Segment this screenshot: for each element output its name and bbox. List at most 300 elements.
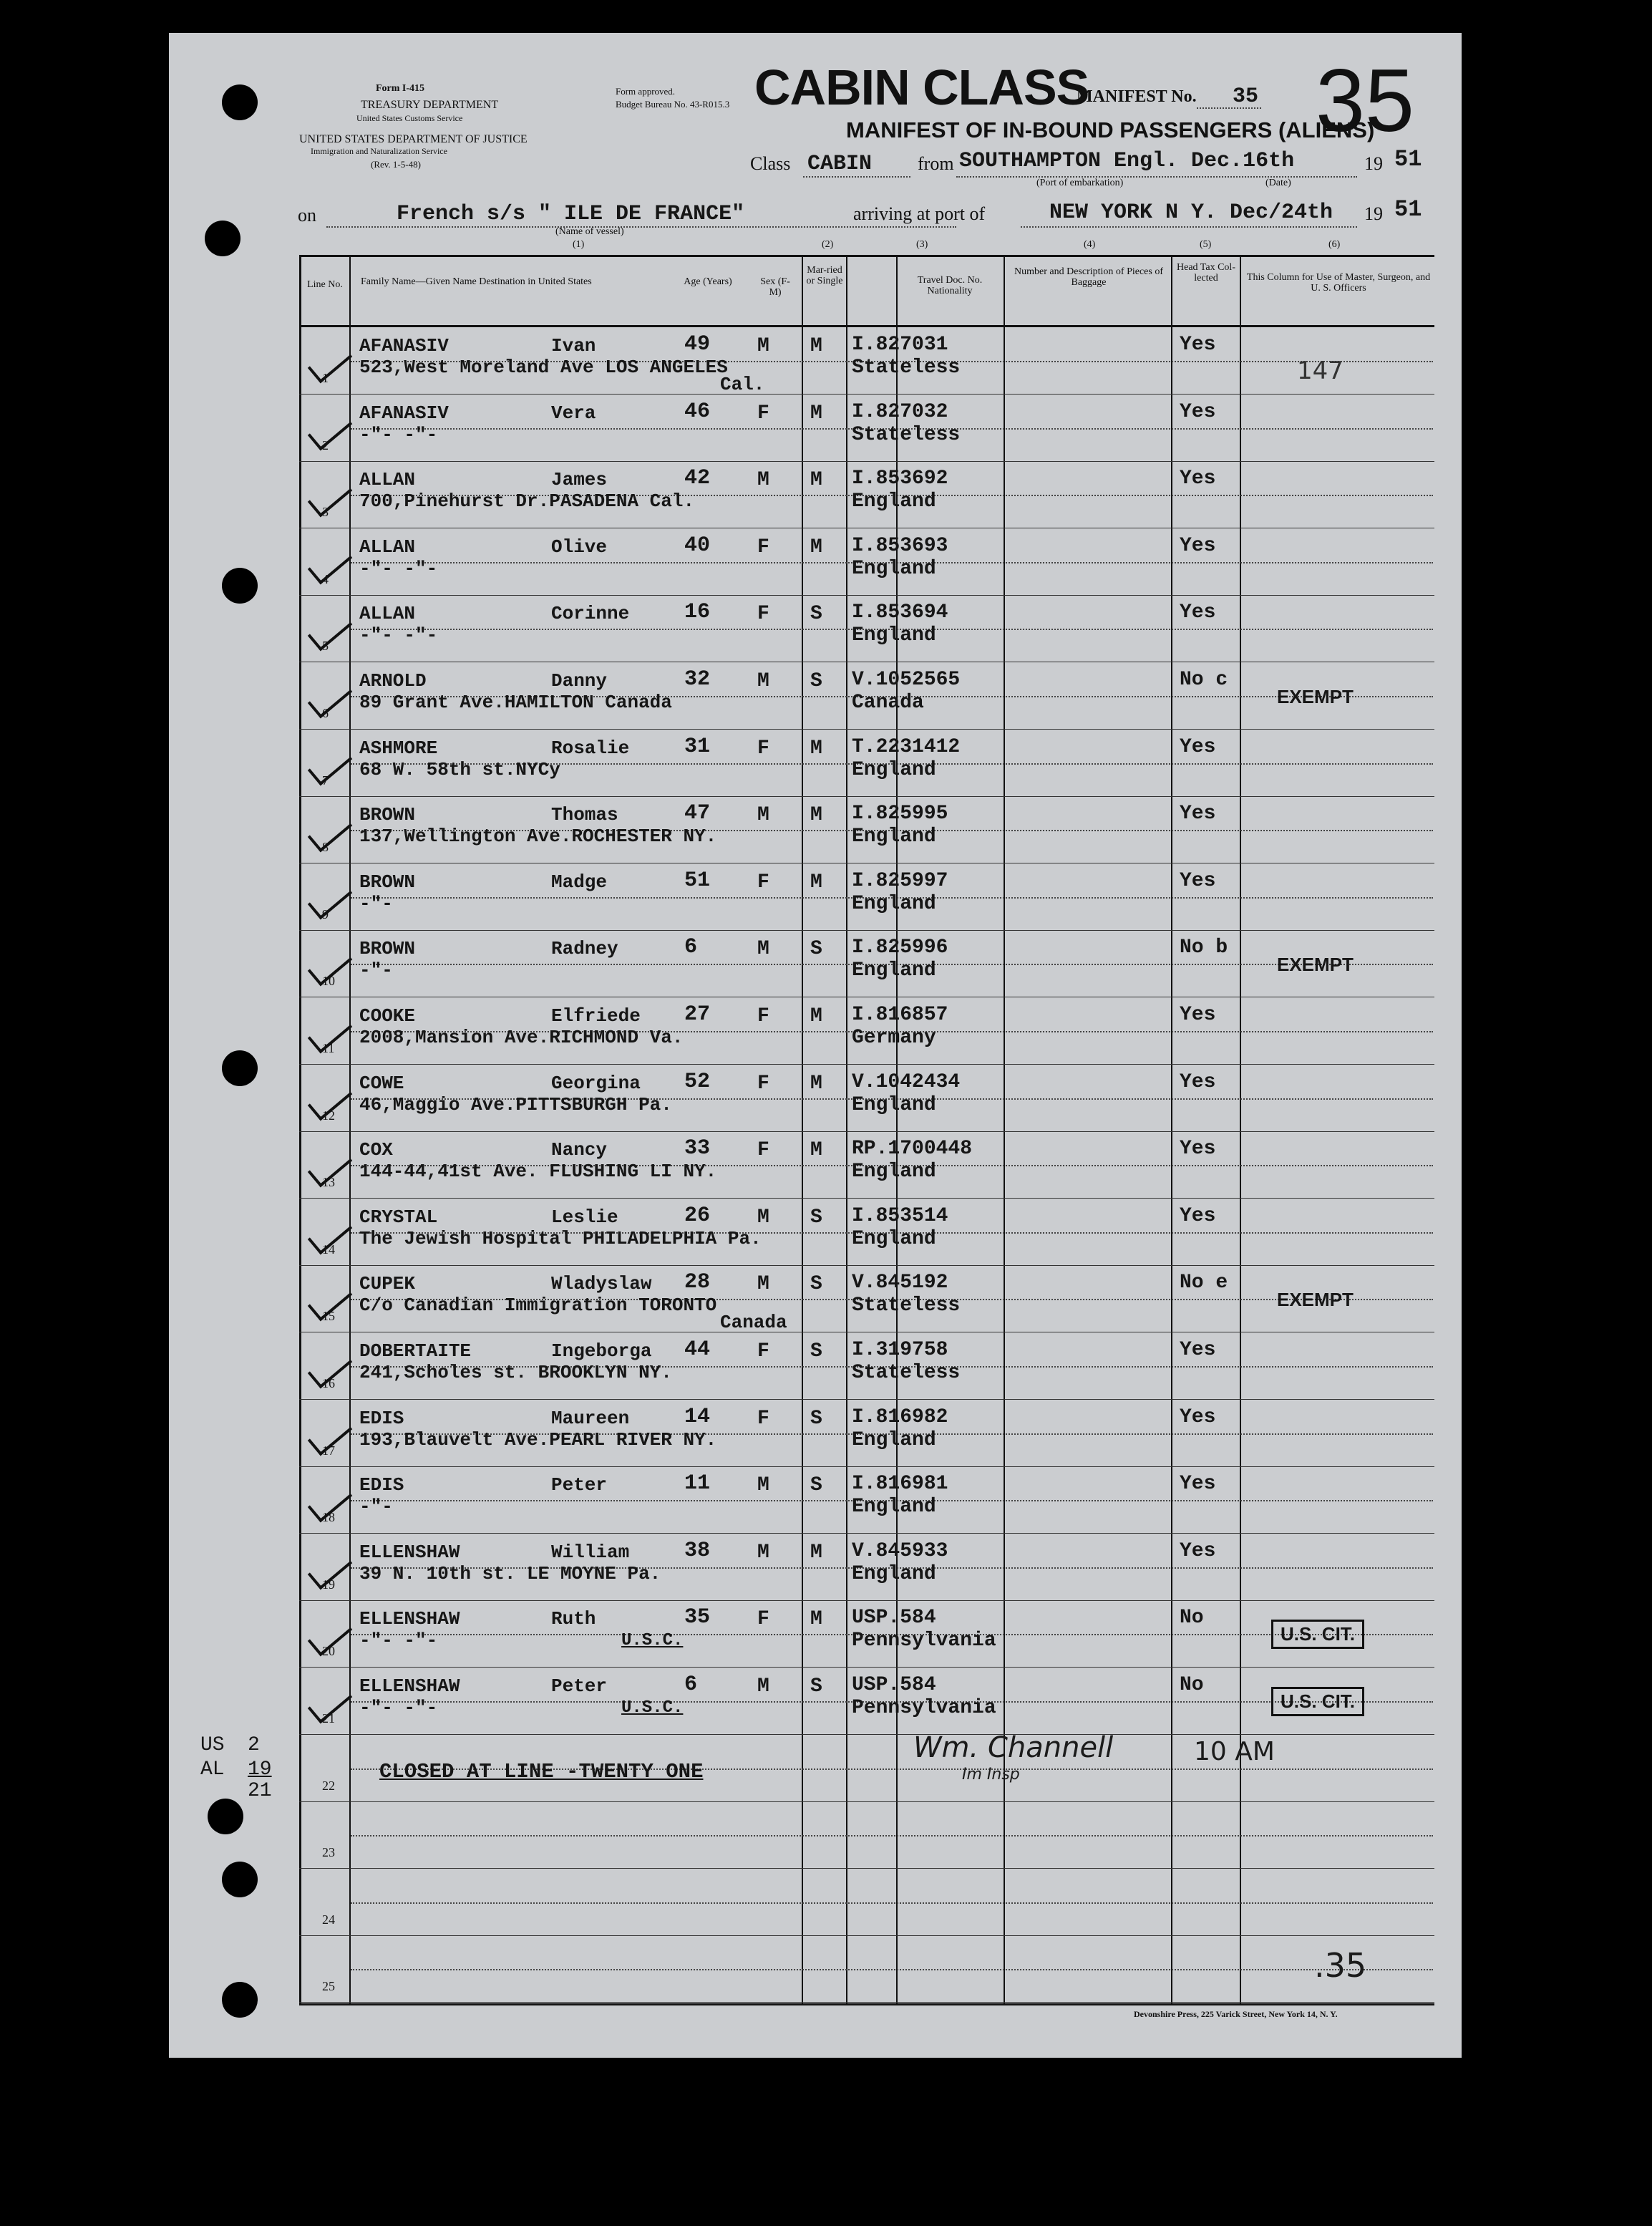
header-age: Age (Years) [684,276,732,287]
head-tax: No c [1180,669,1228,691]
age: 52 [684,1070,711,1094]
given-name: William [551,1542,630,1563]
header-sex: Sex (F-M) [760,276,790,298]
destination: 144-44,41st Ave. FLUSHING LI NY. [359,1161,717,1182]
marital-status: M [810,402,822,425]
header-travel-doc: Travel Doc. No. Nationality [917,275,983,296]
head-tax: Yes [1180,1138,1216,1160]
row-separator [299,1801,1434,1802]
line-number: 24 [322,1912,335,1927]
line-number: 4 [322,572,329,586]
line-number: 3 [322,505,329,519]
travel-doc-number: I.853692 [852,468,948,490]
closed-note: CLOSED AT LINE -TWENTY ONE [379,1760,704,1784]
nationality: Stateless [852,357,961,379]
head-tax: Yes [1180,1004,1216,1026]
nationality: England [852,1496,936,1518]
age: 11 [684,1471,711,1496]
destination-line2: Cal. [720,374,765,395]
family-name: BROWN [359,938,416,959]
given-name: Leslie [551,1206,618,1228]
revision: (Rev. 1-5-48) [371,159,421,170]
destination: -"- -"- [359,424,438,445]
exempt-stamp: EXEMPT [1277,1289,1354,1310]
head-tax: Yes [1180,1473,1216,1495]
travel-doc-number: I.827031 [852,334,948,356]
row-midline [351,1835,1433,1837]
head-tax: No [1180,1607,1204,1629]
sex: F [757,737,769,760]
binder-hole [222,1862,258,1897]
form-number: Form I-415 [376,83,425,94]
sex: F [757,1139,769,1161]
manifest-title: MANIFEST OF IN-BOUND PASSENGERS (ALIENS) [846,117,1375,142]
binder-hole [222,1982,258,2018]
sex: F [757,402,769,425]
given-name: Ingeborga [551,1340,652,1362]
sex: F [757,871,769,894]
given-name: Ruth [551,1608,596,1630]
us-citizen-stamp: U.S. CIT. [1271,1687,1364,1716]
destination: C/o Canadian Immigration TORONTO [359,1295,717,1316]
row-separator [299,930,1434,931]
travel-doc-number: I.853693 [852,535,948,557]
justice-dept: UNITED STATES DEPARTMENT OF JUSTICE [299,133,528,145]
check-mark [308,744,352,786]
row-separator [299,1466,1434,1467]
destination: 46,Maggio Ave.PITTSBURGH Pa. [359,1094,672,1116]
arrival-line [1021,226,1357,228]
embark-line [956,176,1357,178]
col-number: (5) [1200,239,1212,250]
marital-status: M [810,536,822,558]
class-label: Class [750,153,791,174]
age: 32 [684,667,711,692]
family-name: BROWN [359,804,416,826]
age: 35 [684,1605,711,1630]
row-separator [299,729,1434,730]
embark-port: SOUTHAMPTON Engl. Dec.16th [959,149,1295,173]
marital-status: S [810,1273,822,1295]
us-citizen-stamp: U.S. CIT. [1271,1620,1364,1649]
destination: The Jewish Hospital PHILADELPHIA Pa. [359,1228,762,1249]
family-name: BROWN [359,871,416,893]
marital-status: M [810,1542,822,1564]
family-name: ALLAN [359,469,416,490]
given-name: Danny [551,670,608,692]
nationality: Germany [852,1027,936,1049]
budget-bureau: Budget Bureau No. 43-R015.3 [616,99,730,110]
line-number: 15 [322,1309,335,1323]
sex: M [757,1206,769,1229]
line-number: 8 [322,840,329,854]
row-separator [299,1600,1434,1601]
family-name: AFANASIV [359,402,449,424]
travel-doc-number: I.825997 [852,870,948,892]
head-tax: Yes [1180,870,1216,892]
sex: F [757,1608,769,1630]
line-number: 20 [322,1644,335,1658]
date-caption: (Date) [1265,178,1291,188]
marital-status: M [810,1608,822,1630]
given-name: Maureen [551,1408,630,1429]
age: 49 [684,332,711,357]
destination: -"- -"- [359,1630,438,1651]
marital-status: M [810,469,822,491]
travel-doc-number: I.853694 [852,601,948,624]
binder-hole [222,84,258,120]
year-value: 51 [1394,146,1422,173]
head-tax: Yes [1180,1540,1216,1562]
head-tax: No [1180,1674,1204,1696]
line-number: 18 [322,1510,335,1524]
given-name: Madge [551,871,608,893]
destination: 241,Scholes st. BROOKLYN NY. [359,1362,672,1383]
sex: F [757,1005,769,1027]
form-approved: Form approved. [616,86,676,97]
destination: -"- [359,893,393,914]
marital-status: M [810,1139,822,1161]
line-number: 12 [322,1108,335,1123]
given-name: Ivan [551,335,596,357]
marital-status: S [810,670,822,692]
inspector-signature: Wm. Channell [913,1731,1114,1764]
on-label: on [298,205,316,226]
check-mark [308,543,352,585]
marital-status: S [810,938,822,960]
row-separator [299,1533,1434,1534]
age: 26 [684,1204,711,1228]
destination: 523,West Moreland Ave LOS ANGELES [359,357,728,378]
head-tax: Yes [1180,401,1216,423]
age: 46 [684,400,711,424]
sex: M [757,1542,769,1564]
class-value: CABIN [807,152,873,176]
travel-doc-number: USP.584 [852,1607,936,1629]
travel-doc-number: I.825996 [852,937,948,959]
vessel-line [326,226,956,228]
head-tax: Yes [1180,1071,1216,1093]
given-name: Peter [551,1675,608,1697]
header-name: Family Name—Given Name Destination in United States [361,276,592,287]
row-separator [299,1734,1434,1735]
travel-doc-number: RP.1700448 [852,1138,973,1160]
destination-line2: Canada [720,1312,787,1333]
nationality: Canada [852,692,924,714]
binder-hole [222,568,258,604]
family-name: DOBERTAITE [359,1340,472,1362]
cabin-class-stamp: CABIN CLASS [754,59,1089,115]
nationality: England [852,826,936,848]
class-line [803,176,910,178]
line-number: 19 [322,1577,335,1592]
given-name: Wladyslaw [551,1273,652,1295]
destination: -"- [359,959,393,981]
check-mark [308,342,352,384]
family-name: ALLAN [359,603,416,624]
marital-status: S [810,1206,822,1229]
travel-doc-number: USP.584 [852,1674,936,1696]
marital-status: M [810,737,822,760]
line-number: 9 [322,907,329,921]
given-name: Elfriede [551,1005,641,1027]
sex: M [757,670,769,692]
row-separator [299,1667,1434,1668]
line-number: 7 [322,773,329,788]
family-name: COWE [359,1073,404,1094]
col-number: (1) [573,239,585,250]
age: 14 [684,1405,711,1429]
age: 38 [684,1539,711,1563]
nationality: England [852,1094,936,1116]
manifest-no-value: 35 [1233,84,1259,109]
nationality: England [852,558,936,580]
row-separator [299,1131,1434,1132]
nationality: Pennsylvania [852,1630,996,1652]
exempt-stamp: EXEMPT [1277,954,1354,975]
header-married: Mar-ried or Single [806,265,843,286]
embark-caption: (Port of embarkation) [1036,178,1124,188]
sex: F [757,1408,769,1430]
nationality: Stateless [852,1295,961,1317]
given-name: Corinne [551,603,630,624]
binder-hole [222,1050,258,1086]
manifest-no-label: MANIFEST No. [1077,87,1197,106]
destination: 68 W. 58th st.NYCy [359,759,560,780]
line-number: 13 [322,1175,335,1189]
family-name: ASHMORE [359,737,438,759]
family-name: COOKE [359,1005,416,1027]
destination: 700,Pinehurst Dr.PASADENA Cal. [359,490,695,512]
page-mark: .35 [1314,1946,1367,1985]
head-tax: Yes [1180,736,1216,758]
marital-status: S [810,1408,822,1430]
family-name: CRYSTAL [359,1206,438,1228]
destination: 137,Wellington Ave.ROCHESTER NY. [359,826,717,847]
head-tax: Yes [1180,334,1216,356]
check-mark [308,878,352,920]
exempt-stamp: EXEMPT [1277,686,1354,707]
travel-doc-number: I.816857 [852,1004,948,1026]
arrival-year-prefix: 19 [1364,203,1383,224]
annotation-147: 147 [1297,357,1344,385]
row-separator [299,595,1434,596]
age: 16 [684,600,711,624]
row-separator [299,1265,1434,1266]
row-separator [299,1868,1434,1869]
age: 31 [684,735,711,759]
tally-al-count: 19 [248,1758,272,1781]
travel-doc-number: V.845192 [852,1272,948,1294]
sex: M [757,804,769,826]
destination: -"- -"- [359,558,438,579]
row-separator [299,1399,1434,1400]
travel-doc-number: V.1052565 [852,669,961,691]
marital-status: M [810,804,822,826]
family-name: CUPEK [359,1273,416,1295]
line-number: 10 [322,974,335,988]
row-separator [299,1064,1434,1065]
line-number: 23 [322,1845,335,1859]
sex: M [757,1474,769,1496]
head-tax: Yes [1180,468,1216,490]
marital-status: M [810,871,822,894]
head-tax: Yes [1180,1205,1216,1227]
sex: M [757,335,769,357]
age: 42 [684,466,711,490]
travel-doc-number: V.1042434 [852,1071,961,1093]
col-number: (6) [1328,239,1341,250]
nationality: England [852,959,936,982]
manifest-big-number: 35 [1316,52,1414,150]
travel-doc-number: I.816981 [852,1473,948,1495]
binder-hole [208,1799,243,1834]
marital-status: S [810,1474,822,1496]
year-prefix: 19 [1364,153,1383,174]
head-tax: No e [1180,1272,1228,1294]
tally-us-count: 2 [248,1734,260,1756]
given-name: Radney [551,938,618,959]
head-tax: Yes [1180,1339,1216,1361]
vessel-caption: (Name of vessel) [555,226,624,237]
sex: M [757,938,769,960]
sex: F [757,536,769,558]
marital-status: M [810,1005,822,1027]
age: 6 [684,935,698,959]
sex: M [757,1273,769,1295]
travel-doc-number: I.825995 [852,803,948,825]
line-number: 6 [322,706,329,720]
family-name: COX [359,1139,393,1161]
marital-status: S [810,1340,822,1363]
check-mark [308,810,352,853]
line-number: 21 [322,1711,335,1726]
nationality: Pennsylvania [852,1697,996,1719]
family-name: ELLENSHAW [359,1542,460,1563]
line-number: 14 [322,1242,335,1257]
sex: F [757,603,769,625]
col-number: (2) [822,239,834,250]
tally-total: 21 [248,1780,272,1802]
marital-status: M [810,1073,822,1095]
col-number: (4) [1084,239,1096,250]
line-number: 16 [322,1376,335,1390]
given-name: James [551,469,608,490]
destination: -"- [359,1496,393,1517]
customs-service: United States Customs Service [356,113,463,123]
line-number: 5 [322,639,329,653]
destination: 89 Grant Ave.HAMILTON Canada [359,692,672,713]
marital-status: S [810,1675,822,1698]
given-name: Olive [551,536,608,558]
line-number: 11 [322,1041,335,1055]
tally-us-label: US [200,1734,225,1756]
line-number: 2 [322,438,329,453]
citizen-note: U.S.C. [621,1698,684,1718]
nationality: England [852,1228,936,1250]
head-tax: Yes [1180,535,1216,557]
row-midline [351,1902,1433,1904]
row-separator [299,394,1434,395]
header-head-tax: Head Tax Col-lected [1177,262,1235,284]
citizen-note: U.S.C. [621,1631,684,1650]
line-number: 25 [322,1979,335,1993]
age: 47 [684,801,711,826]
travel-doc-number: V.845933 [852,1540,948,1562]
age: 6 [684,1673,698,1697]
row-midline [351,1969,1433,1970]
sex: M [757,1675,769,1698]
marital-status: S [810,603,822,625]
given-name: Vera [551,402,596,424]
check-mark [308,677,352,719]
age: 33 [684,1136,711,1161]
sex: M [757,469,769,491]
given-name: Georgina [551,1073,641,1094]
destination: -"- -"- [359,624,438,646]
check-mark [308,609,352,652]
destination: 39 N. 10th st. LE MOYNE Pa. [359,1563,661,1584]
destination: 193,Blauvelt Ave.PEARL RIVER NY. [359,1429,717,1451]
nationality: England [852,490,936,513]
line-number: 17 [322,1443,335,1458]
sex: F [757,1073,769,1095]
given-name: Thomas [551,804,618,826]
vessel-name: French s/s " ILE DE FRANCE" [397,202,745,226]
family-name: ARNOLD [359,670,427,692]
header-line-no: Line No. [307,279,343,290]
tally-al-label: AL [200,1758,225,1781]
header-baggage: Number and Description of Pieces of Baggage [1014,266,1163,288]
ins-service: Immigration and Naturalization Service [311,146,447,156]
age: 27 [684,1002,711,1027]
nationality: Stateless [852,1362,961,1384]
family-name: AFANASIV [359,335,449,357]
nationality: England [852,759,936,781]
nationality: Stateless [852,424,961,446]
family-name: EDIS [359,1408,404,1429]
travel-doc-number: I.319758 [852,1339,948,1361]
given-name: Nancy [551,1139,608,1161]
printer-imprint: Devonshire Press, 225 Varick Street, New York 14, N. Y. [1134,2009,1338,2019]
destination: -"- -"- [359,1697,438,1718]
row-separator [299,1935,1434,1936]
family-name: ELLENSHAW [359,1675,460,1697]
arriving-label: arriving at port of [853,203,986,224]
head-tax: Yes [1180,1406,1216,1428]
head-tax: Yes [1180,803,1216,825]
row-separator [299,2002,1434,2003]
line-number: 1 [322,371,329,385]
family-name: ALLAN [359,536,416,558]
travel-doc-number: T.2231412 [852,736,961,758]
row-separator [299,461,1434,462]
arrival-port: NEW YORK N Y. Dec/24th [1049,200,1333,225]
col-number: (3) [916,239,928,250]
travel-doc-number: I.827032 [852,401,948,423]
nationality: England [852,1563,936,1585]
travel-doc-number: I.853514 [852,1205,948,1227]
destination: 2008,Mansion Ave.RICHMOND Va. [359,1027,684,1048]
given-name: Peter [551,1474,608,1496]
nationality: England [852,1429,936,1451]
row-separator [299,1198,1434,1199]
age: 40 [684,533,711,558]
nationality: England [852,1161,936,1183]
line-number: 22 [322,1779,335,1793]
age: 44 [684,1337,711,1362]
travel-doc-number: I.816982 [852,1406,948,1428]
